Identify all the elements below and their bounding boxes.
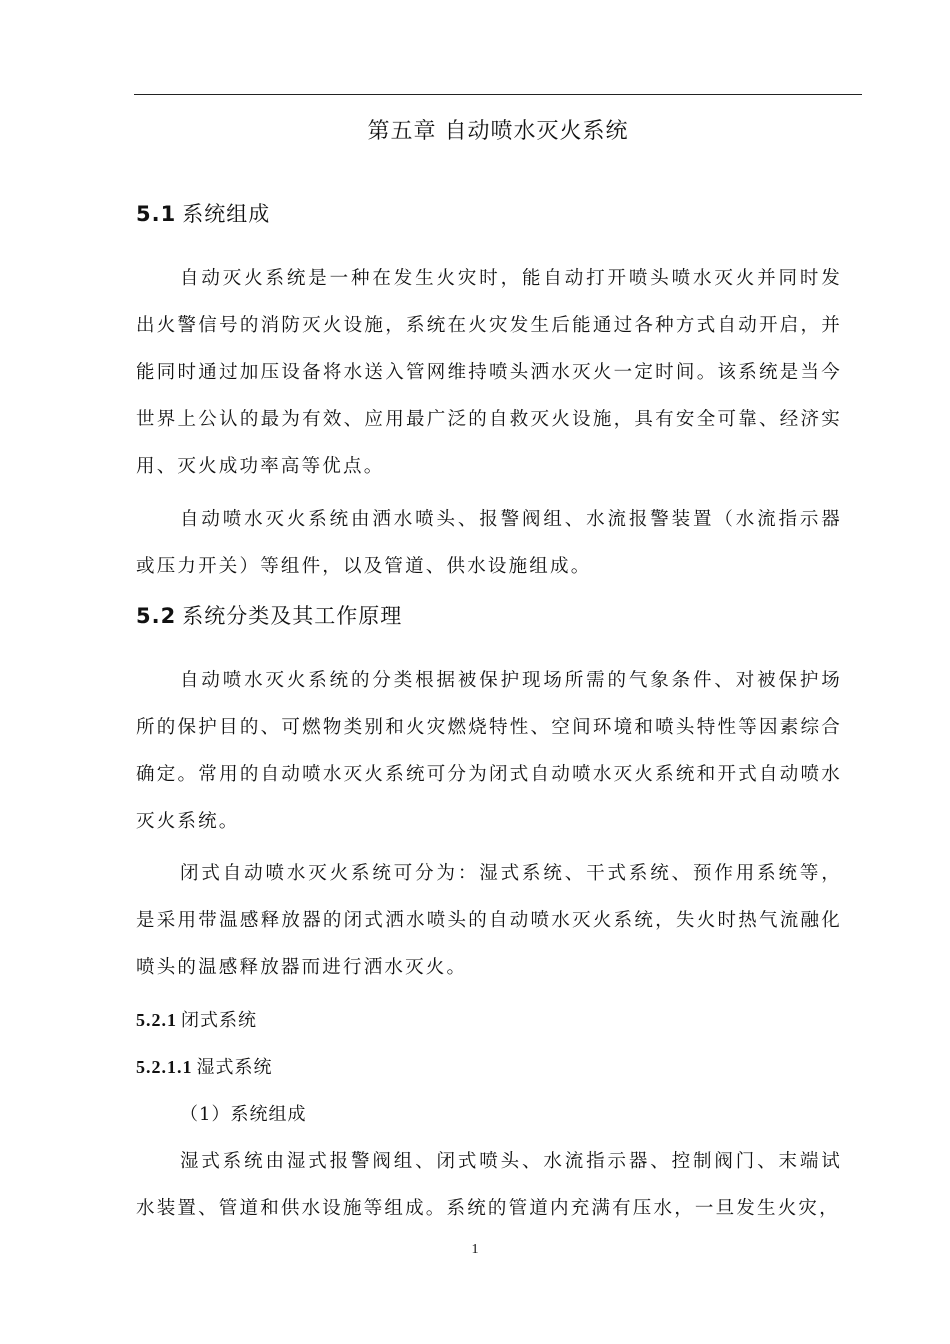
page-number: 1 [471, 1242, 479, 1257]
section-title: 系统分类及其工作原理 [182, 604, 403, 628]
section-heading-5-1 [136, 198, 270, 228]
paragraph-system-classification: 自动喷水灭火系统的分类根据被保护现场所需的气象条件、对被保护场所的保护目的、可燃物类别和火灾燃烧特性、空间环境和喷头特性等因素综合确定。常用的自动喷水灭火系统可分为闭式自动喷水灭火系统和开式自动喷水灭火系统。 [136, 670, 842, 832]
subsection-title: 湿式系统 [196, 1057, 273, 1078]
paragraph-wet-system: 湿式系统由湿式报警阀组、闭式喷头、水流指示器、控制阀门、末端试水装置、管道和供水设施等组成。系统的管道内充满有压水，一旦发生火灾， [136, 1151, 842, 1219]
subheading-5-2-1-1 [136, 1053, 273, 1079]
subheading-5-2-1 [136, 1006, 257, 1032]
header-rule [134, 94, 862, 95]
paragraph-system-components: 自动喷水灭火系统由洒水喷头、报警阀组、水流报警装置（水流指示器或压力开关）等组件，以及管道、供水设施组成。 [136, 509, 842, 577]
subsection-number: 5.2.1 [136, 1010, 177, 1030]
section-heading-5-2 [136, 600, 402, 630]
section-number: 5.1 [136, 202, 177, 226]
section-title: 系统组成 [182, 202, 271, 226]
subsection-number: 5.2.1.1 [136, 1057, 193, 1077]
paragraph-closed-system: 闭式自动喷水灭火系统可分为：湿式系统、干式系统、预作用系统等，是采用带温感释放器的闭式洒水喷头的自动喷水灭火系统，失火时热气流融化喷头的温感释放器而进行洒水灭火。 [136, 863, 842, 978]
subsection-title: 闭式系统 [181, 1010, 257, 1031]
paragraph-system-intro: 自动灭火系统是一种在发生火灾时，能自动打开喷头喷水灭火并同时发出火警信号的消防灭火设施，系统在火灾发生后能通过各种方式自动开启，并能同时通过加压设备将水送入管网维持喷头洒水灭火一定时间。该系统是当今世界上公认的最为有效、应用最广泛的自救灭火设施，具有安全可靠、经济实用、灭火成功率高等优点。 [136, 268, 842, 477]
item-label-system-composition: （1）系统组成 [180, 1104, 307, 1125]
section-number: 5.2 [136, 604, 177, 628]
chapter-title: 第五章 自动喷水灭火系统 [367, 119, 629, 144]
